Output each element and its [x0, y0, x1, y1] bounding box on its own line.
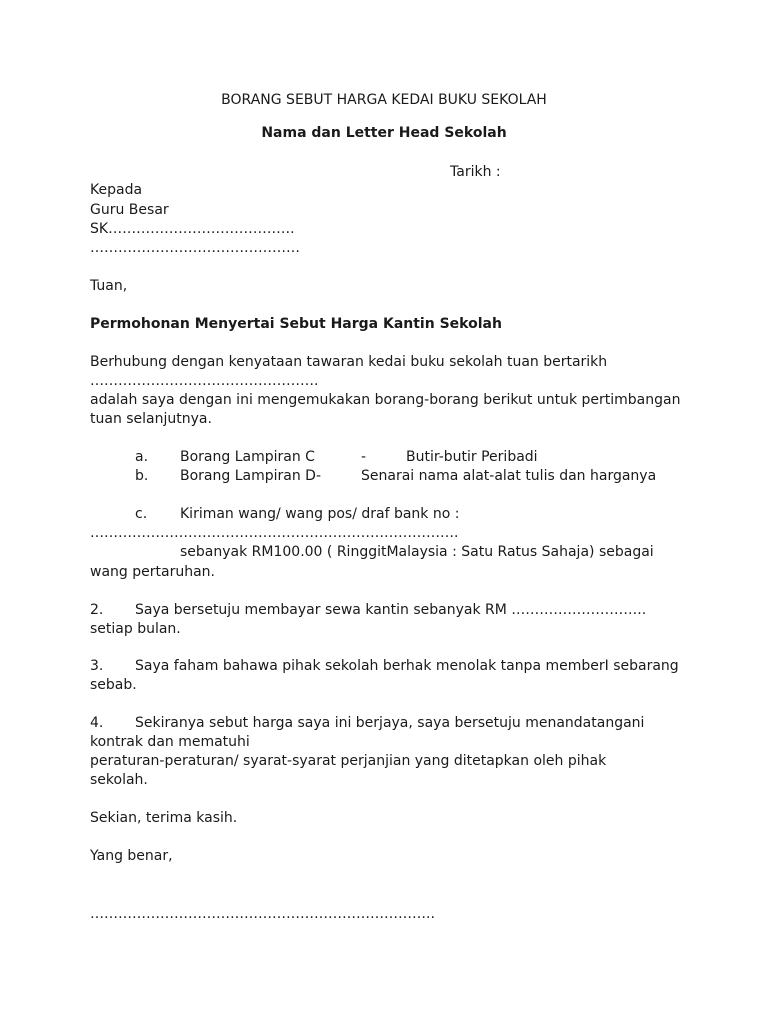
item-b-name: Borang Lampiran D-: [180, 468, 321, 484]
recipient-line-1: Kepada: [90, 182, 143, 198]
recipient-line-4: ………………………………………: [90, 240, 300, 256]
intro-line-1: Berhubung dengan kenyataan tawaran kedai buku sekolah tuan bertarikh: [90, 354, 608, 370]
recipient-line-3: SK………………………………….: [90, 221, 295, 237]
para2-number: 2.: [90, 602, 104, 618]
para4-line-4: sekolah.: [90, 772, 148, 788]
intro-line-4: tuan selanjutnya.: [90, 411, 212, 427]
para4-number: 4.: [90, 715, 104, 731]
recipient-line-2: Guru Besar: [90, 202, 169, 218]
item-c-amount-cont: wang pertaruhan.: [90, 564, 215, 580]
para3-line-1: Saya faham bahawa pihak sekolah berhak menolak tanpa memberI sebarang: [135, 658, 679, 674]
para3-line-2: sebab.: [90, 677, 137, 693]
para4-line-2: kontrak dan mematuhi: [90, 734, 250, 750]
closing-line: Sekian, terima kasih.: [90, 810, 238, 826]
signoff-line: Yang benar,: [90, 848, 173, 864]
item-c-text: Kiriman wang/ wang pos/ draf bank no :: [180, 506, 460, 522]
item-b-marker: b.: [135, 468, 149, 484]
salutation: Tuan,: [90, 278, 128, 294]
document-subtitle: Nama dan Letter Head Sekolah: [261, 125, 507, 141]
intro-line-3: adalah saya dengan ini mengemukakan borang-borang berikut untuk pertimbangan: [90, 392, 681, 408]
para2-line-2: setiap bulan.: [90, 621, 181, 637]
para4-line-1: Sekiranya sebut harga saya ini berjaya, saya bersetuju menandatangani: [135, 715, 645, 731]
item-a-name: Borang Lampiran C: [180, 449, 315, 465]
document-title: BORANG SEBUT HARGA KEDAI BUKU SEKOLAH: [221, 92, 547, 108]
para3-number: 3.: [90, 658, 104, 674]
para2-line-1: Saya bersetuju membayar sewa kantin sebanyak RM ………………………..: [135, 602, 647, 618]
item-a-marker: a.: [135, 449, 149, 465]
item-a-description: Butir-butir Peribadi: [406, 449, 538, 465]
item-c-dots: …………………………………………………………………….: [90, 525, 459, 541]
item-b-description: Senarai nama alat-alat tulis dan harganya: [361, 468, 657, 484]
signature-line: ………………………………………………………………..: [90, 906, 435, 922]
item-c-marker: c.: [135, 506, 148, 522]
date-label: Tarikh :: [450, 164, 501, 180]
para4-line-3: peraturan-peraturan/ syarat-syarat perjanjian yang ditetapkan oleh pihak: [90, 753, 607, 769]
intro-line-2: ………………………………………….: [90, 373, 319, 389]
item-a-separator: -: [361, 449, 367, 465]
item-c-amount: sebanyak RM100.00 ( RinggitMalaysia : Satu Ratus Sahaja) sebagai: [180, 544, 654, 560]
subject-line: Permohonan Menyertai Sebut Harga Kantin Sekolah: [90, 316, 502, 332]
